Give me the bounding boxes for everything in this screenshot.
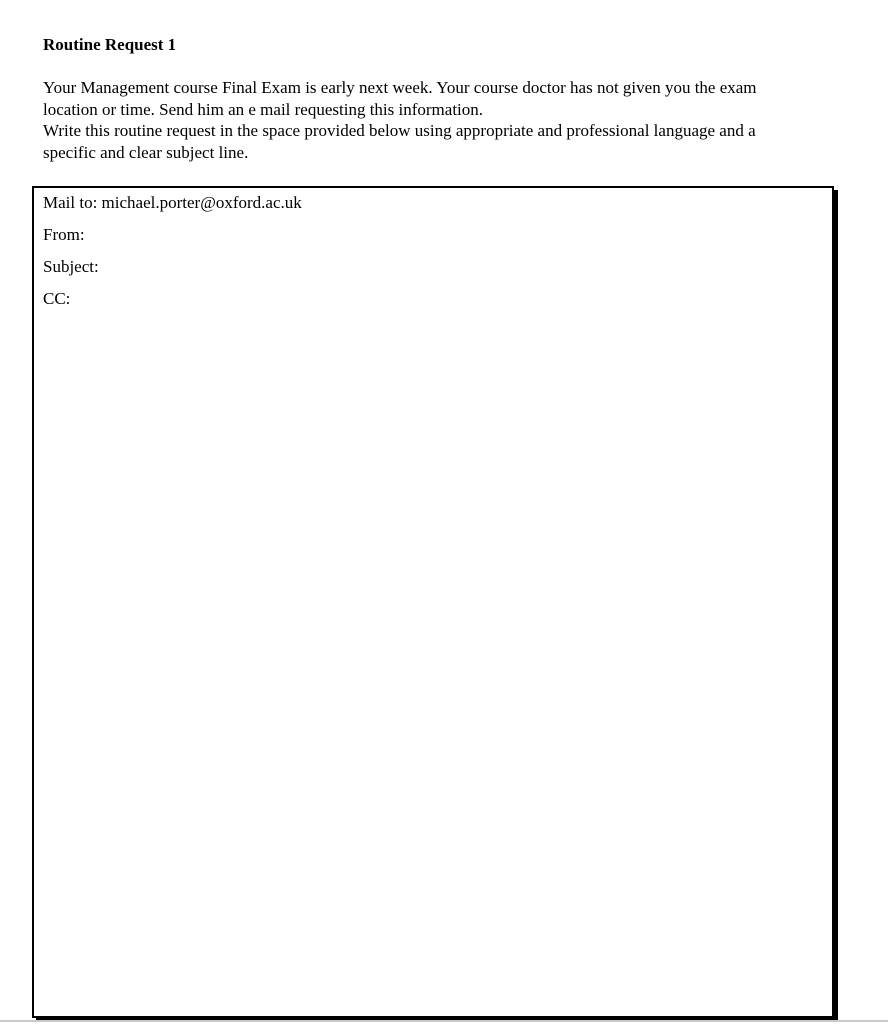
email-response-box[interactable] xyxy=(32,186,834,1018)
page-bottom-divider xyxy=(0,1020,888,1022)
instructions-line-1: Your Management course Final Exam is early next week. Your course doctor has not given you the exam xyxy=(43,78,757,97)
instructions-paragraph xyxy=(43,77,843,163)
subject-field: Subject: xyxy=(43,257,99,276)
mail-to-field: Mail to: michael.porter@oxford.ac.uk xyxy=(43,193,302,212)
cc-field: CC: xyxy=(43,289,71,308)
request-heading: Routine Request 1 xyxy=(43,35,177,54)
instructions-line-3: Write this routine request in the space provided below using appropriate and professional language and a xyxy=(43,121,756,140)
from-field: From: xyxy=(43,225,85,244)
instructions-line-4: specific and clear subject line. xyxy=(43,142,249,162)
instructions-line-2: location or time. Send him an e mail requesting this information. xyxy=(43,99,484,119)
